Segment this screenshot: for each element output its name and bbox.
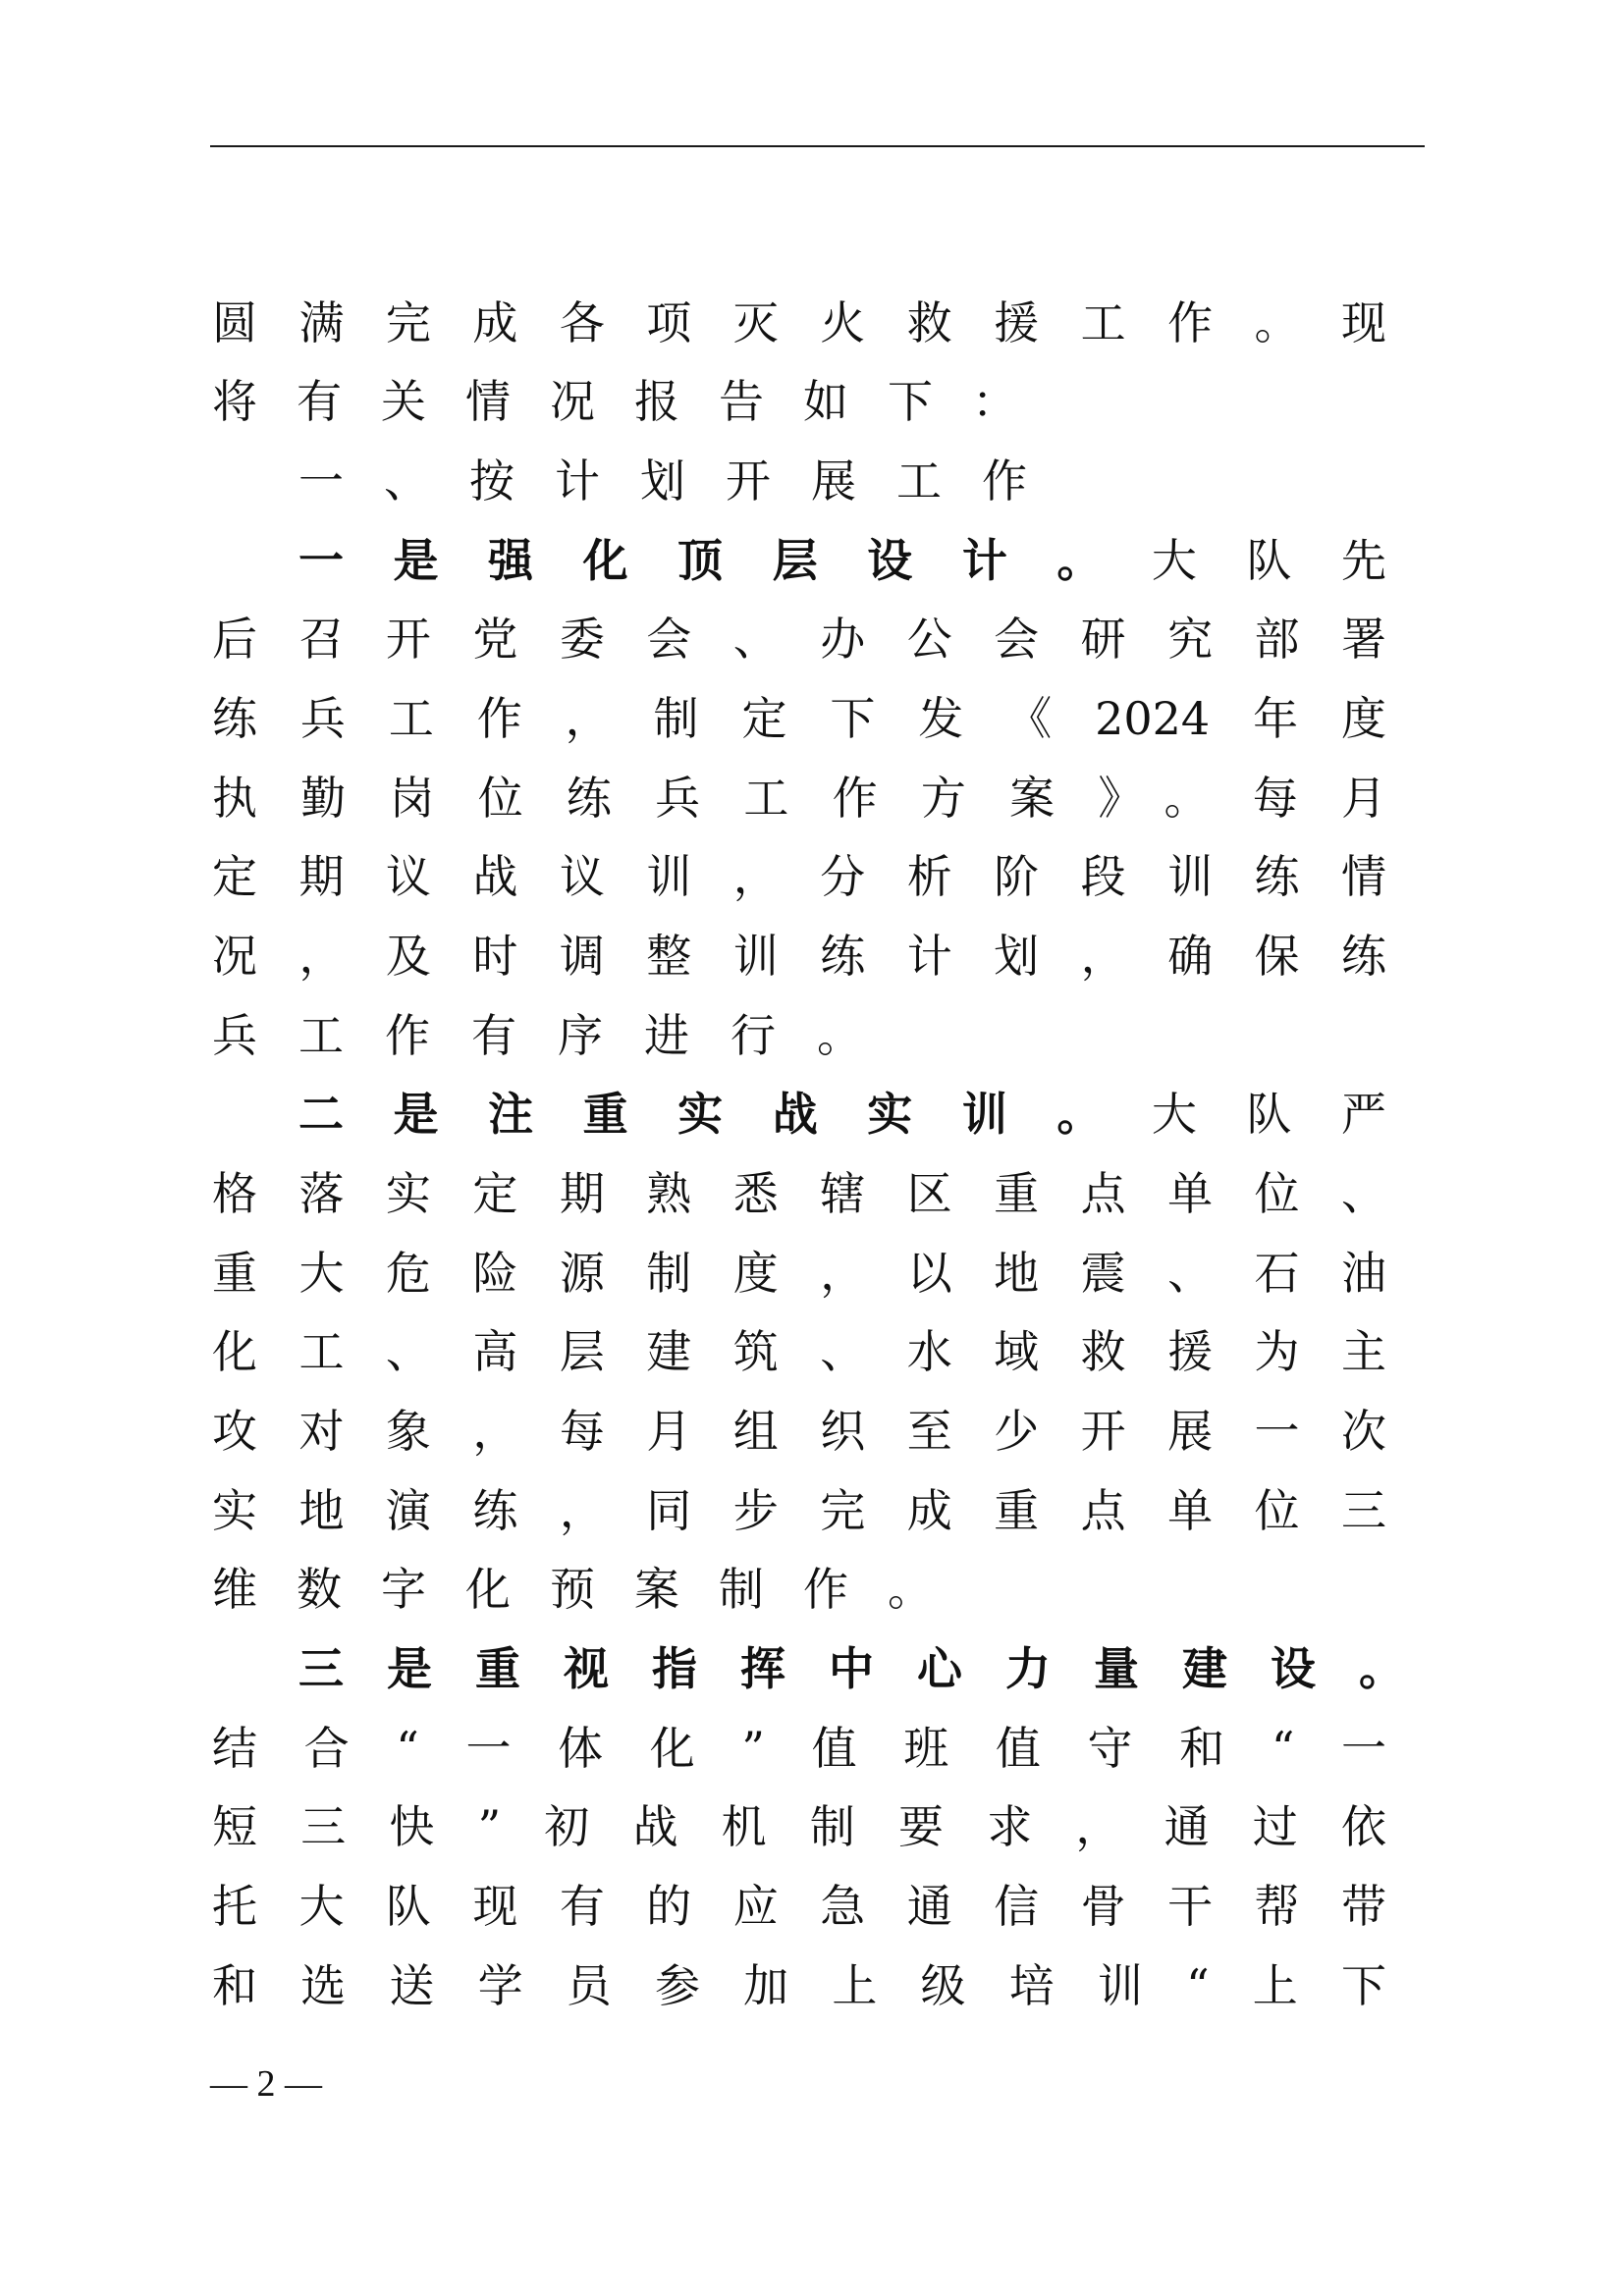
body-line — [298, 526, 1386, 595]
body-line: 执勤岗位练兵工作方案》。每月 — [212, 772, 1386, 825]
lead-rest: 大队先 — [1151, 534, 1387, 587]
body-line: 实地演练，同步完成重点单位三 — [212, 1484, 1386, 1537]
body-line: 维数字化预案制作。 — [212, 1563, 972, 1616]
lead-rest: 大队严 — [1151, 1088, 1387, 1141]
body-line: 托大队现有的应急通信骨干帮带 — [212, 1880, 1386, 1933]
body-line: 短三快”初战机制要求，通过依 — [212, 1800, 1386, 1853]
body-line: 格落实定期熟悉辖区重点单位、 — [212, 1167, 1386, 1220]
body-line: 定期议战议训，分析阶段训练情 — [212, 850, 1386, 903]
lead-phrase: 一是强化顶层设计。 — [298, 534, 1152, 587]
body-line — [298, 1080, 1386, 1148]
header-rule — [210, 145, 1425, 147]
section-heading: 一、按计划开展工作 — [298, 454, 1067, 507]
body-line: 兵工作有序进行。 — [212, 1009, 903, 1062]
lead-phrase: 二是注重实战实训。 — [298, 1088, 1152, 1141]
body-line — [298, 1634, 1404, 1703]
body-line: 将有关情况报告如下： — [212, 375, 1056, 428]
body-line: 后召开党委会、办公会研究部署 — [212, 613, 1386, 666]
body-line: 化工、高层建筑、水域救援为主 — [212, 1325, 1386, 1378]
body-line: 结合“一体化”值班值守和“一 — [212, 1722, 1386, 1775]
body-line: 练兵工作，制定下发《2024年度 — [212, 692, 1386, 745]
body-line: 和选送学员参加上级培训“上下 — [212, 1959, 1386, 2012]
body-line: 攻对象，每月组织至少开展一次 — [212, 1405, 1386, 1458]
body-line: 况，及时调整训练计划，确保练 — [212, 930, 1386, 983]
body-line: 重大危险源制度，以地震、石油 — [212, 1247, 1386, 1300]
body-line: 圆满完成各项灭火救援工作。现 — [212, 296, 1386, 349]
lead-phrase: 三是重视指挥中心力量建设。 — [298, 1642, 1404, 1695]
page-number: — 2 — — [210, 2063, 322, 2105]
